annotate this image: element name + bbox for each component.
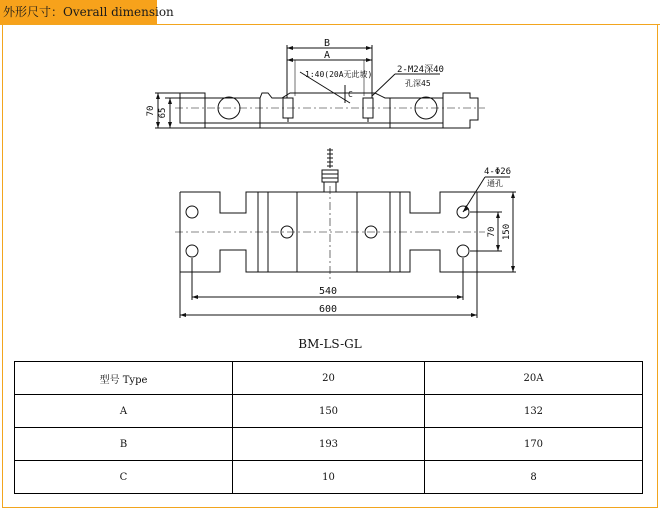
- table-cell: B: [15, 428, 233, 461]
- table-cell: C: [15, 461, 233, 494]
- front-hole-bottom-right: [457, 245, 469, 257]
- section-title: 外形尺寸：Overall dimension: [0, 0, 157, 24]
- model-label: BM-LS-GL: [298, 337, 362, 351]
- hole-depth-note: 孔深45: [405, 79, 431, 88]
- dim-600-label: 600: [318, 304, 338, 315]
- slope-note: 1:40(20A无此坡): [305, 70, 373, 79]
- front-dim-70-label: 70: [487, 226, 497, 238]
- side-dim-65-label: 65: [158, 107, 168, 119]
- table-row: [15, 461, 643, 494]
- dim-C-label: C: [348, 90, 353, 99]
- frame-bottom-border: [2, 507, 658, 508]
- table-cell: 193: [233, 428, 425, 461]
- dim-540-label: 540: [318, 286, 338, 297]
- table-row: [15, 428, 643, 461]
- front-center-lines: [175, 186, 485, 280]
- dim-B-label: B: [323, 38, 331, 49]
- table-header-row: [15, 362, 643, 395]
- table-header-cell: 型号 Type: [15, 362, 233, 395]
- cable-connector: [322, 148, 338, 192]
- side-dim-70-label: 70: [146, 105, 156, 117]
- hole-note: 4-Φ26: [484, 167, 512, 177]
- table-header-cell: 20A: [425, 362, 643, 395]
- table-cell: A: [15, 395, 233, 428]
- table-cell: 132: [425, 395, 643, 428]
- front-hole-top-left: [186, 206, 198, 218]
- spec-table: [14, 361, 643, 494]
- table-cell: 10: [233, 461, 425, 494]
- dim-A-label: A: [323, 50, 331, 61]
- hole-type-note: 通孔: [487, 179, 503, 188]
- table-cell: 8: [425, 461, 643, 494]
- table-header-cell: 20: [233, 362, 425, 395]
- side-threaded-holes: [283, 98, 373, 122]
- table-row: [15, 395, 643, 428]
- front-dim-150-label: 150: [502, 223, 512, 241]
- table-cell: 150: [233, 395, 425, 428]
- front-hole-bottom-left: [186, 245, 198, 257]
- table-cell: 170: [425, 428, 643, 461]
- thread-note: 2-M24深40: [397, 65, 444, 75]
